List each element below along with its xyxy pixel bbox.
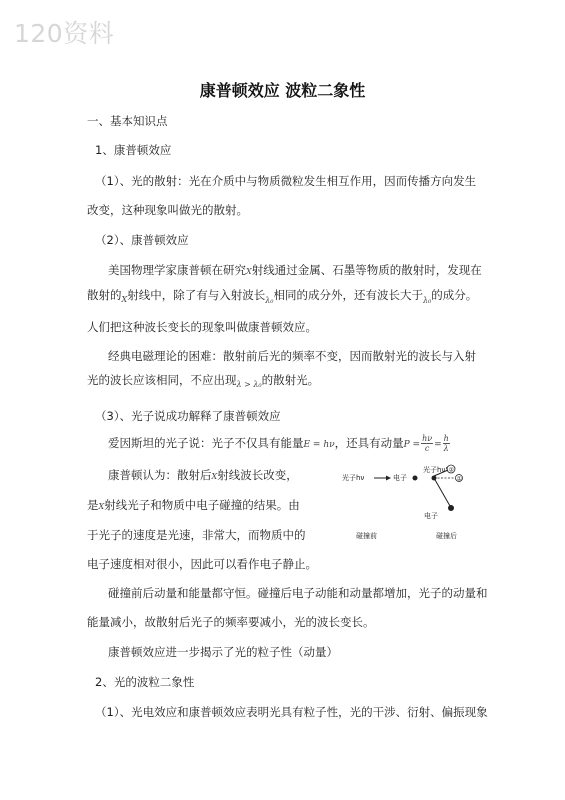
subsection-photon-theory: （3）、光子说成功解释了康普顿效应 bbox=[95, 409, 281, 423]
paragraph-scattering-line1: （1）、光的散射：光在介质中与物质微粒发生相互作用，因而传播方向发生 bbox=[95, 174, 477, 188]
symbol-lambda0: λ₀ bbox=[422, 296, 432, 305]
text-segment: 爱因斯坦的光子说：光子不仅具有能量 bbox=[108, 436, 304, 450]
mark-1: ① bbox=[456, 475, 462, 483]
symbol-x: X bbox=[246, 267, 252, 276]
paragraph-scattering-line2: 改变，这种现象叫做光的散射。 bbox=[87, 203, 248, 217]
text-segment: 康普顿认为：散射后 bbox=[108, 468, 212, 482]
label-electron-before: 电子 bbox=[393, 474, 407, 482]
electron-dot-before bbox=[413, 476, 418, 481]
paragraph-classical-line2 bbox=[87, 372, 319, 393]
text-segment: 相同的成分外，还有波长大于 bbox=[273, 288, 423, 302]
symbol-x: X bbox=[98, 502, 105, 511]
paragraph-conservation-line2: 能量减小，故散射后光子的频率要减小，光的波长变长。 bbox=[87, 615, 375, 629]
text-segment: 美国物理学家康普顿在研究 bbox=[108, 263, 246, 277]
watermark: 120资料 bbox=[14, 19, 115, 48]
paragraph-compton-view-line1 bbox=[108, 467, 298, 485]
formula-energy: E = hν bbox=[303, 440, 335, 450]
paragraph-particle-nature: 康普顿效应进一步揭示了光的粒子性（动量） bbox=[108, 645, 338, 659]
fraction-h-over-lambda bbox=[443, 434, 450, 453]
text-segment: 的散射光。 bbox=[261, 373, 320, 387]
text-segment: 射线波长改变， bbox=[217, 468, 298, 482]
symbol-lambda0: λ₀ bbox=[265, 296, 274, 305]
section-heading-basics: 一、基本知识点 bbox=[87, 114, 168, 128]
formula-momentum-p: P = bbox=[403, 440, 421, 450]
label-after-collision: 碰撞后 bbox=[436, 532, 457, 540]
symbol-x: X bbox=[121, 295, 128, 304]
electron-dot-after bbox=[448, 505, 454, 511]
paragraph-einstein bbox=[108, 434, 451, 453]
text-segment: 射线中，除了有与入射波长 bbox=[127, 288, 266, 302]
paragraph-compton-view-line4: 电子速度相对很小，因此可以看作电子静止。 bbox=[87, 557, 317, 571]
paragraph-compton-line2 bbox=[87, 287, 477, 309]
text-segment: 射线通过金属、石墨等物质的散射时，发现在 bbox=[251, 263, 482, 277]
paragraph-compton-line1 bbox=[108, 262, 482, 280]
paragraph-compton-view-line3: 于光子的速度是光速，非常大，而物质中的 bbox=[87, 528, 306, 542]
mark-2: ② bbox=[448, 466, 454, 474]
paragraph-compton-line3: 人们把这种波长变长的现象叫做康普顿效应。 bbox=[87, 320, 317, 334]
paragraph-compton-view-line2 bbox=[87, 497, 300, 515]
text-segment: 光的波长应该相同，不应出现 bbox=[87, 373, 237, 387]
fraction-denominator: λ bbox=[443, 444, 449, 453]
symbol-x: X bbox=[211, 472, 218, 481]
label-photon-before: 光子hν bbox=[342, 474, 365, 482]
text-segment: 射线光子和物质中电子碰撞的结果。由 bbox=[104, 498, 300, 512]
symbol-inequality: λ > λ₀ bbox=[236, 380, 262, 389]
fraction-hv-over-c bbox=[421, 434, 433, 453]
label-electron-after: 电子 bbox=[424, 512, 438, 520]
subsection-wave-particle-duality: 2、光的波粒二象性 bbox=[95, 675, 195, 689]
text-segment: ，还具有动量 bbox=[334, 436, 404, 450]
formula-equals: = bbox=[434, 440, 442, 450]
label-photon-after: 光子hν' bbox=[423, 466, 448, 474]
subsection-compton-definition: （2）、康普顿效应 bbox=[95, 233, 189, 247]
fraction-numerator: h bbox=[443, 434, 449, 443]
paragraph-conservation-line1: 碰撞前后动量和能量都守恒。碰撞后电子动能和动量都增加，光子的动量和 bbox=[108, 586, 488, 600]
text-segment: 散射的 bbox=[87, 288, 122, 302]
arrow-electron-recoil bbox=[434, 478, 450, 506]
fraction-numerator: hν bbox=[422, 434, 433, 443]
subsection-compton-effect: 1、康普顿效应 bbox=[95, 143, 172, 157]
label-before-collision: 碰撞前 bbox=[356, 532, 377, 540]
text-segment: 的成分。 bbox=[431, 288, 478, 302]
collision-diagram bbox=[338, 462, 473, 542]
paragraph-classical-line1: 经典电磁理论的困难：散射前后光的频率不变，因而散射光的波长与入射 bbox=[108, 349, 476, 363]
paragraph-duality-line1: （1）、光电效应和康普顿效应表明光具有粒子性，光的干涉、衍射、偏振现象 bbox=[95, 705, 488, 719]
fraction-denominator: c bbox=[424, 444, 430, 453]
arrowhead-photon-before bbox=[386, 476, 391, 481]
page-title: 康普顿效应 波粒二象性 bbox=[199, 81, 366, 100]
text-segment: 是 bbox=[87, 498, 99, 512]
